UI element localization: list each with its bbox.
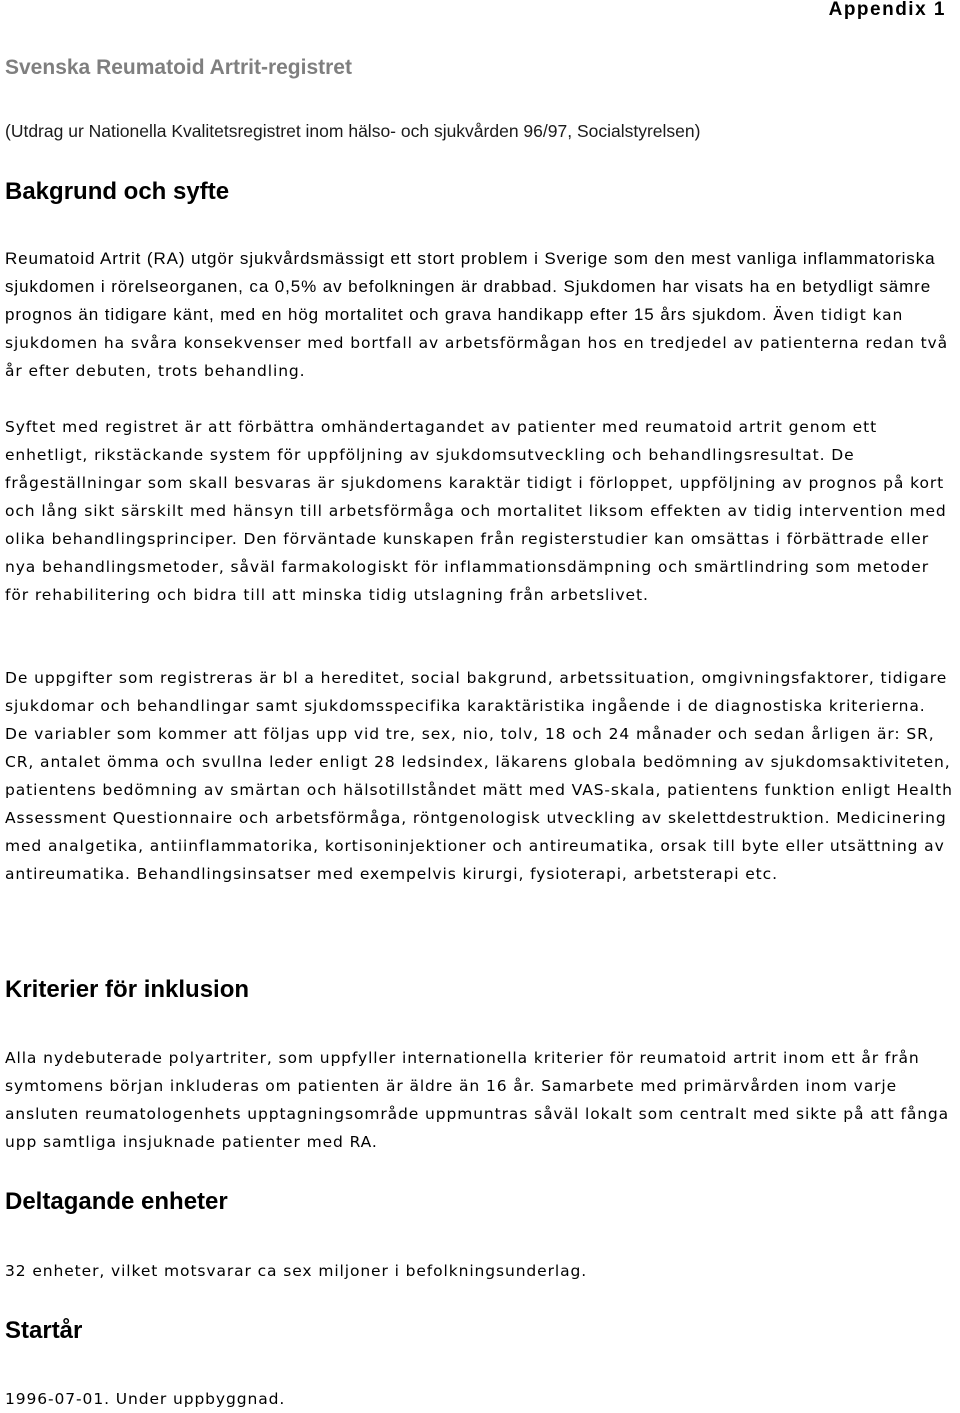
- section-heading-background: Bakgrund och syfte: [5, 178, 230, 205]
- background-paragraph-1-part-2: Även tidigt kan sjukdomen ha svåra konsekvenser med bortfall av arbetsförmågan hos en tredjedel av patienterna redan två år efter debuten, trots behandling.: [5, 306, 949, 380]
- background-paragraph-2: Syftet med registret är att förbättra omhändertagandet av patienter med reumatoid artrit genom ett enhetligt, rikstäckande system för uppföljning av sjukdomsutveckling och behandlingsresultat. De frågeställningar som skall besvaras är sjukdomens karaktär tidigt i förloppet, uppföljning av prognos på kort och lång sikt särskilt med hänsyn till arbetsförmåga och mortalitet liksom effekten av tidig intervention med olika behandlingsprinciper. Den förväntade kunskapen från registerstudier kan omsättas i förbättrade eller nya behandlingsmetoder, såväl farmakologiskt för inflammationsdämpning och smärtlindring som metoder för rehabilitering och bidra till att minska tidig utslagning från arbetslivet.: [5, 418, 947, 604]
- background-paragraph-1-part-1: Reumatoid Artrit (RA) utgör sjukvårdsmässigt ett stort problem i Sverige som den mest vanliga inflammatoriska sjukdomen i rörelseorganen, ca 0,5% av befolkningen är drabbad. Sjukdomen har visats ha en betydligt sämre prognos än tidigare känt, med en hög mortalitet och grava handikapp efter 15 års sjukdom.: [5, 249, 936, 324]
- registry-title: Svenska Reumatoid Artrit-registret: [5, 56, 352, 79]
- background-paragraph-3: De uppgifter som registreras är bl a hereditet, social bakgrund, arbetssituation, omgivningsfaktorer, tidigare sjukdomar och behandlingar samt sjukdomsspecifika karaktäristika ingående i de diagnostiska kriterierna. De variabler som kommer att följas upp vid tre, sex, nio, tolv, 18 och 24 månader och sedan årligen är: SR, CR, antalet ömma och svullna leder enligt 28 ledsindex, läkarens globala bedömning av sjukdomsaktiviteten, patientens bedömning av smärtan och hälsotillståndet mätt med VAS-skala, patientens funktion enligt Health Assessment Questionnaire och arbetsförmåga, röntgenologisk utveckling av skelettdestruktion. Medicinering med analgetika, antiinflammatorika, kortisoninjektioner och antireumatika, orsak till byte eller utsättning av antireumatika. Behandlingsinsatser med exempelvis kirurgi, fysioterapi, arbetsterapi etc.: [5, 669, 953, 883]
- section-heading-start-year: Startår: [5, 1317, 83, 1344]
- start-year-paragraph: 1996-07-01. Under uppbyggnad.: [5, 1390, 286, 1408]
- source-note: (Utdrag ur Nationella Kvalitetsregistret inom hälso- och sjukvården 96/97, Socialstyrelsen): [5, 121, 701, 141]
- background-paragraph-1: [5, 245, 954, 385]
- section-heading-participants: Deltagande enheter: [5, 1188, 228, 1215]
- appendix-label: Appendix 1: [828, 0, 946, 20]
- participants-paragraph: 32 enheter, vilket motsvarar ca sex miljoner i befolkningsunderlag.: [5, 1262, 588, 1280]
- section-heading-inclusion: Kriterier för inklusion: [5, 976, 250, 1003]
- inclusion-paragraph: Alla nydebuterade polyartriter, som uppfyller internationella kriterier för reumatoid artrit inom ett år från symtomens början inkluderas om patienten är äldre än 16 år. Samarbete med primärvården inom varje ansluten reumatologenhets upptagningsområde uppmuntras såväl lokalt som centralt med sikte på att fånga upp samtliga insjuknade patienter med RA.: [5, 1049, 950, 1151]
